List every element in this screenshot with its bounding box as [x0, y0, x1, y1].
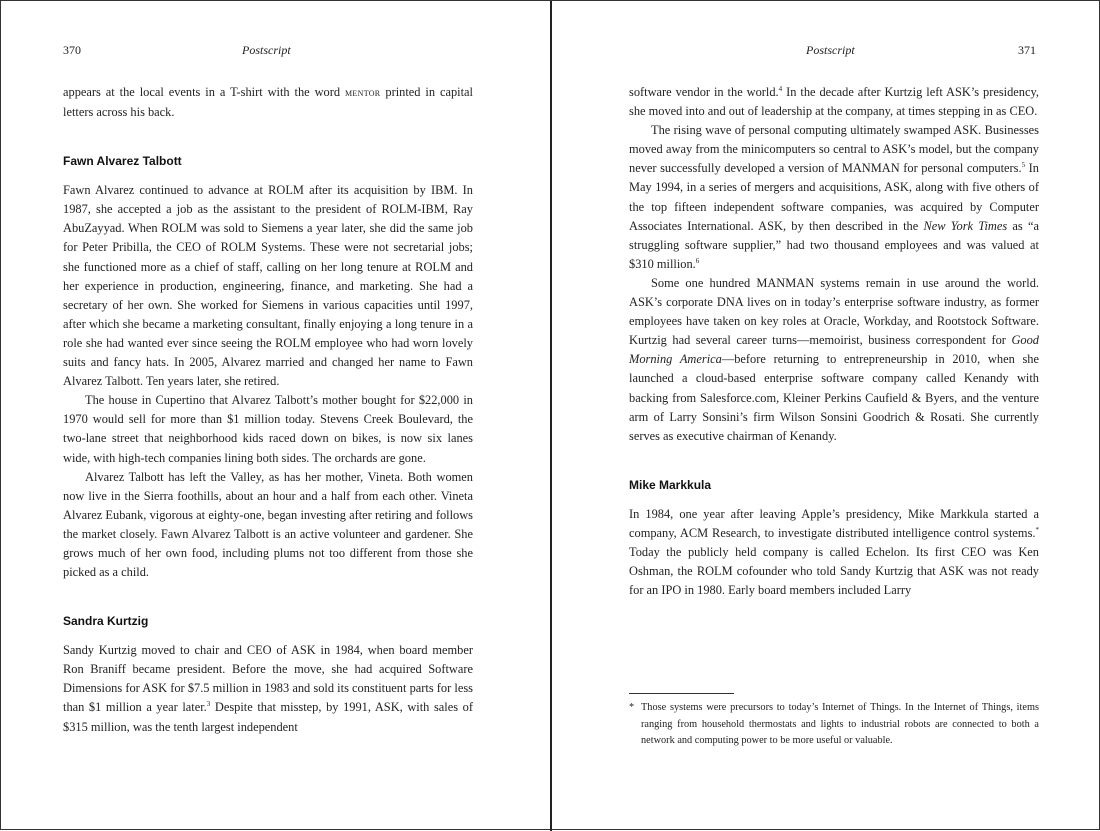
- body-paragraph: Sandy Kurtzig moved to chair and CEO of ASK in 1984, when board member Ron Braniff became president. Before the move, she had acquired Software Dimensions for ASK for $7.5 million in 1983 and sold its constituent parts for less than $1 million a year later.$^3$ Despite that misstep, by 1991, ASK, with sales of $315 million, was the tenth largest independent: [63, 643, 473, 734]
- body-paragraph: In 1984, one year after leaving Apple’s presidency, Mike Markkula started a company, ACM Research, to investigate distributed intelligence control systems.* Today the publicly held company is called Echelon. Its first CEO was Ken Oshman, the ROLM cofounder who told Sandy Kurtzig that ASK was not ready for an IPO in 1980. Early board members included Larry: [629, 506, 1039, 598]
- body-paragraph: Alvarez Talbott has left the Valley, as has her mother, Vineta. Both women now live in the Sierra foothills, about an hour and a half from each other. Vineta Alvarez Eubank, vigorous at eighty-one, began investing after retiring and follows the market closely. Fawn Alvarez Talbott is an active volunteer and gardener. She grows much of her own food, including plums not too different from those she picked as a child.: [63, 469, 473, 580]
- footnote: [629, 700, 1039, 750]
- right-page: [552, 1, 1100, 829]
- running-header: [1, 43, 550, 59]
- page-body: [63, 83, 473, 737]
- body-paragraph: Fawn Alvarez continued to advance at ROLM after its acquisition by IBM. In 1987, she accepted a job as the assistant to the president of ROLM-IBM, Ray AbuZayyad. When ROLM was sold to Siemens a year later, she did the same job for Peter Pribilla, the CEO of ROLM Systems. These were not secretarial jobs; she functioned more as a chief of staff, calling on her long tenure at ROLM and her experience in production, engineering, finance, and marketing. She had a secretary of her own. She worked for Siemens in various capacities until 1997, after which she became a marketing consultant, finally enjoying a long tenure in a role she had wanted ever since seeing the ROLM employee who had worn lovely suits and fancy hats. In 2005, Alvarez married and changed her name to Fawn Alvarez Talbott. Ten years later, she retired.: [63, 183, 473, 389]
- page-number: 371: [1018, 43, 1036, 57]
- running-header: [552, 43, 1100, 59]
- left-page: [1, 1, 550, 829]
- body-paragraph: Some one hundred MANMAN systems remain in use around the world. ASK’s corporate DNA lives on in today’s enterprise software industry, as former employees have taken on key roles at Oracle, Workday, and Rootstock Software. Kurtzig had several career turns—memoirist, business correspondent for Good Morning America—before returning to entrepreneurship in 2010, when she launched a cloud-based enterprise software company called Kenandy with backing from Salesforce.com, Kleiner Perkins Caufield & Byers, and the venture arm of Larry Sonsini’s firm Wilson Sonsini Goodrich & Rosati. She currently serves as executive chairman of Kenandy.: [629, 275, 1039, 443]
- body-paragraph: The rising wave of personal computing ultimately swamped ASK. Businesses moved away from the minicomputers so central to ASK’s model, but the company never successfully developed a version of MANMAN for personal computers.$^5$ In May 1994, in a series of mergers and acquisitions, ASK, along with five others of the top fifteen independent software companies, was acquired by Computer Associates International. ASK, by then described in the New York Times as “a struggling software supplier,” had two thousand employees and was valued at $310 million.$^6$: [629, 123, 1039, 271]
- section-heading: Mike Markkula: [629, 477, 712, 492]
- body-paragraph: appears at the local events in a T-shirt with the word mentor printed in capital letters across his back.: [63, 85, 473, 120]
- running-head-title: Postscript: [806, 43, 855, 57]
- footnote-marker: *: [629, 702, 635, 713]
- page-body: [629, 83, 1039, 600]
- section-heading: Sandra Kurtzig: [63, 614, 149, 629]
- section-heading: Fawn Alvarez Talbott: [63, 154, 182, 169]
- body-paragraph: software vendor in the world.$^4$ In the decade after Kurtzig left ASK’s presidency, she moved into and out of leadership at the company, at times stepping in as CEO.: [629, 85, 1039, 119]
- page-number: 370: [63, 43, 81, 57]
- body-paragraph: The house in Cupertino that Alvarez Talbott’s mother bought for $22,000 in 1970 would sell for more than $1 million today. Stevens Creek Boulevard, the two-lane street that neighborhood kids raced down on bikes, is now six lanes wide, with high-tech companies lining both sides. The orchards are gone.: [63, 393, 473, 465]
- footnote-rule: [629, 693, 734, 694]
- running-head-title: Postscript: [242, 43, 291, 57]
- footnote-text: Those systems were precursors to today’s Internet of Things. In the Internet of Things, items ranging from household thermostats and lights to industrial robots are connected to both a network and computing power to be more useful or valuable.: [641, 702, 1039, 746]
